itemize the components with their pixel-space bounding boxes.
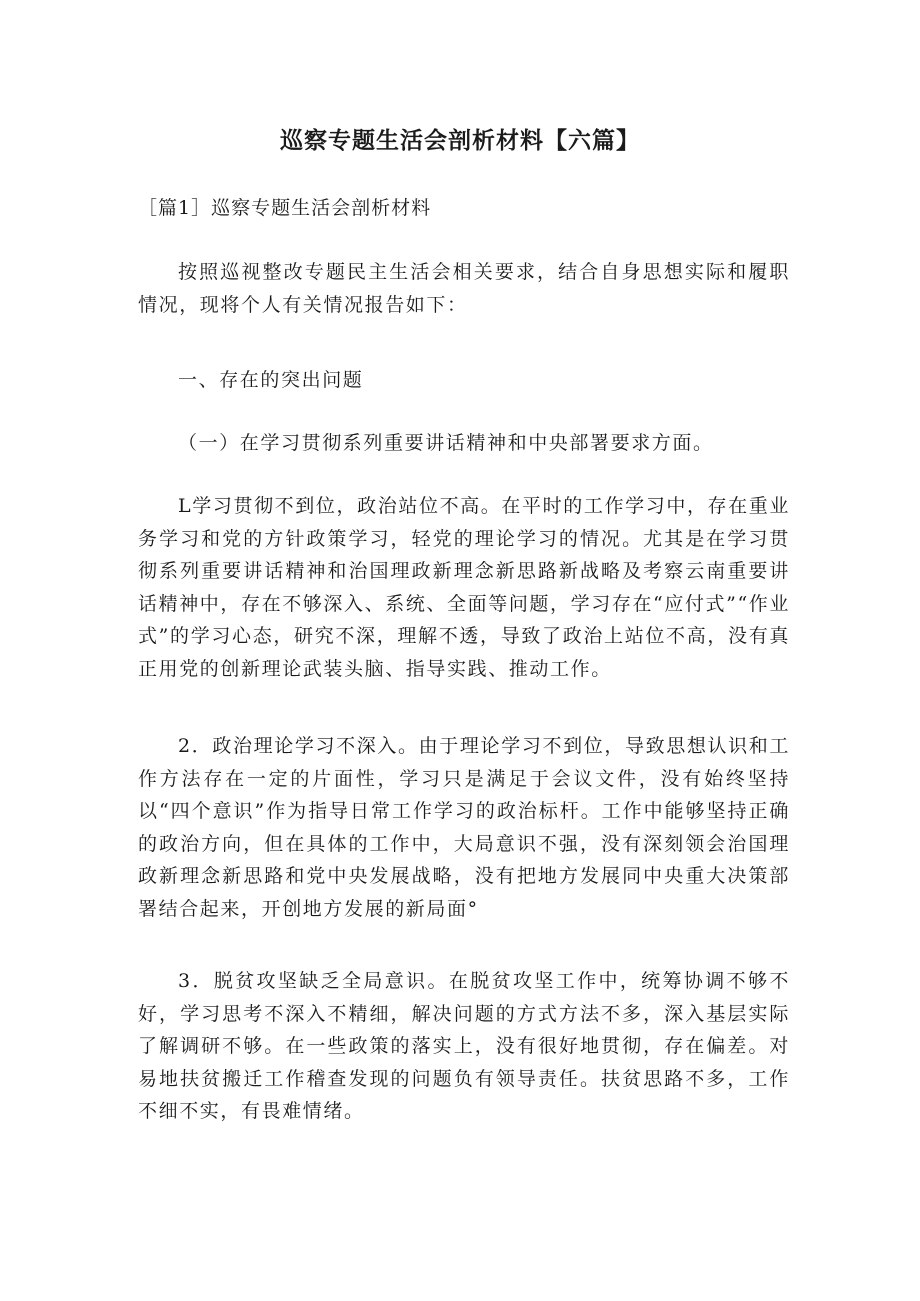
document-title: 巡察专题生活会剖析材料【六篇】 [280, 128, 640, 154]
item-3-paragraph: 3．脱贫攻坚缺乏全局意识。在脱贫攻坚工作中，统筹协调不够不好，学习思考不深入不精细，解决问题的方式方法不多，深入基层实际了解调研不够。在一些政策的落实上，没有很好地贯彻，存在偏差。对易地扶贫搬迁工作稽查发现的问题负有领导责任。扶贫思路不多，工作不细不实，有畏难情绪。 [138, 970, 790, 1122]
section-heading: 一、存在的突出问题 [178, 369, 364, 391]
intro-paragraph: 按照巡视整改专题民主生活会相关要求，结合自身思想实际和履职情况，现将个人有关情况报告如下： [138, 261, 790, 316]
item-1-paragraph: L学习贯彻不到位，政治站位不高。在平时的工作学习中，存在重业务学习和党的方针政策学习，轻党的理论学习的情况。尤其是在学习贯彻系列重要讲话精神和治国理政新理念新思路新战略及考察云南重要讲话精神中，存在不够深入、系统、全面等问题，学习存在“应付式”“作业式”的学习心态，研究不深，理解不透，导致了政治上站位不高，没有真正用党的创新理论武装头脑、指导实践、推动工作。 [138, 495, 790, 680]
document-subtitle: ［篇1］巡察专题生活会剖析材料 [138, 197, 432, 219]
item-2-paragraph: 2．政治理论学习不深入。由于理论学习不到位，导致思想认识和工作方法存在一定的片面性，学习只是满足于会议文件，没有始终坚持以“四个意识”作为指导日常工作学习的政治标杆。工作中能够坚持正确的政治方向，但在具体的工作中，大局意识不强，没有深刻领会治国理政新理念新思路和党中央发展战略，没有把地方发展同中央重大决策部署结合起来，开创地方发展的新局面° [138, 735, 790, 920]
subsection-heading: （一）在学习贯彻系列重要讲话精神和中央部署要求方面。 [178, 432, 714, 454]
